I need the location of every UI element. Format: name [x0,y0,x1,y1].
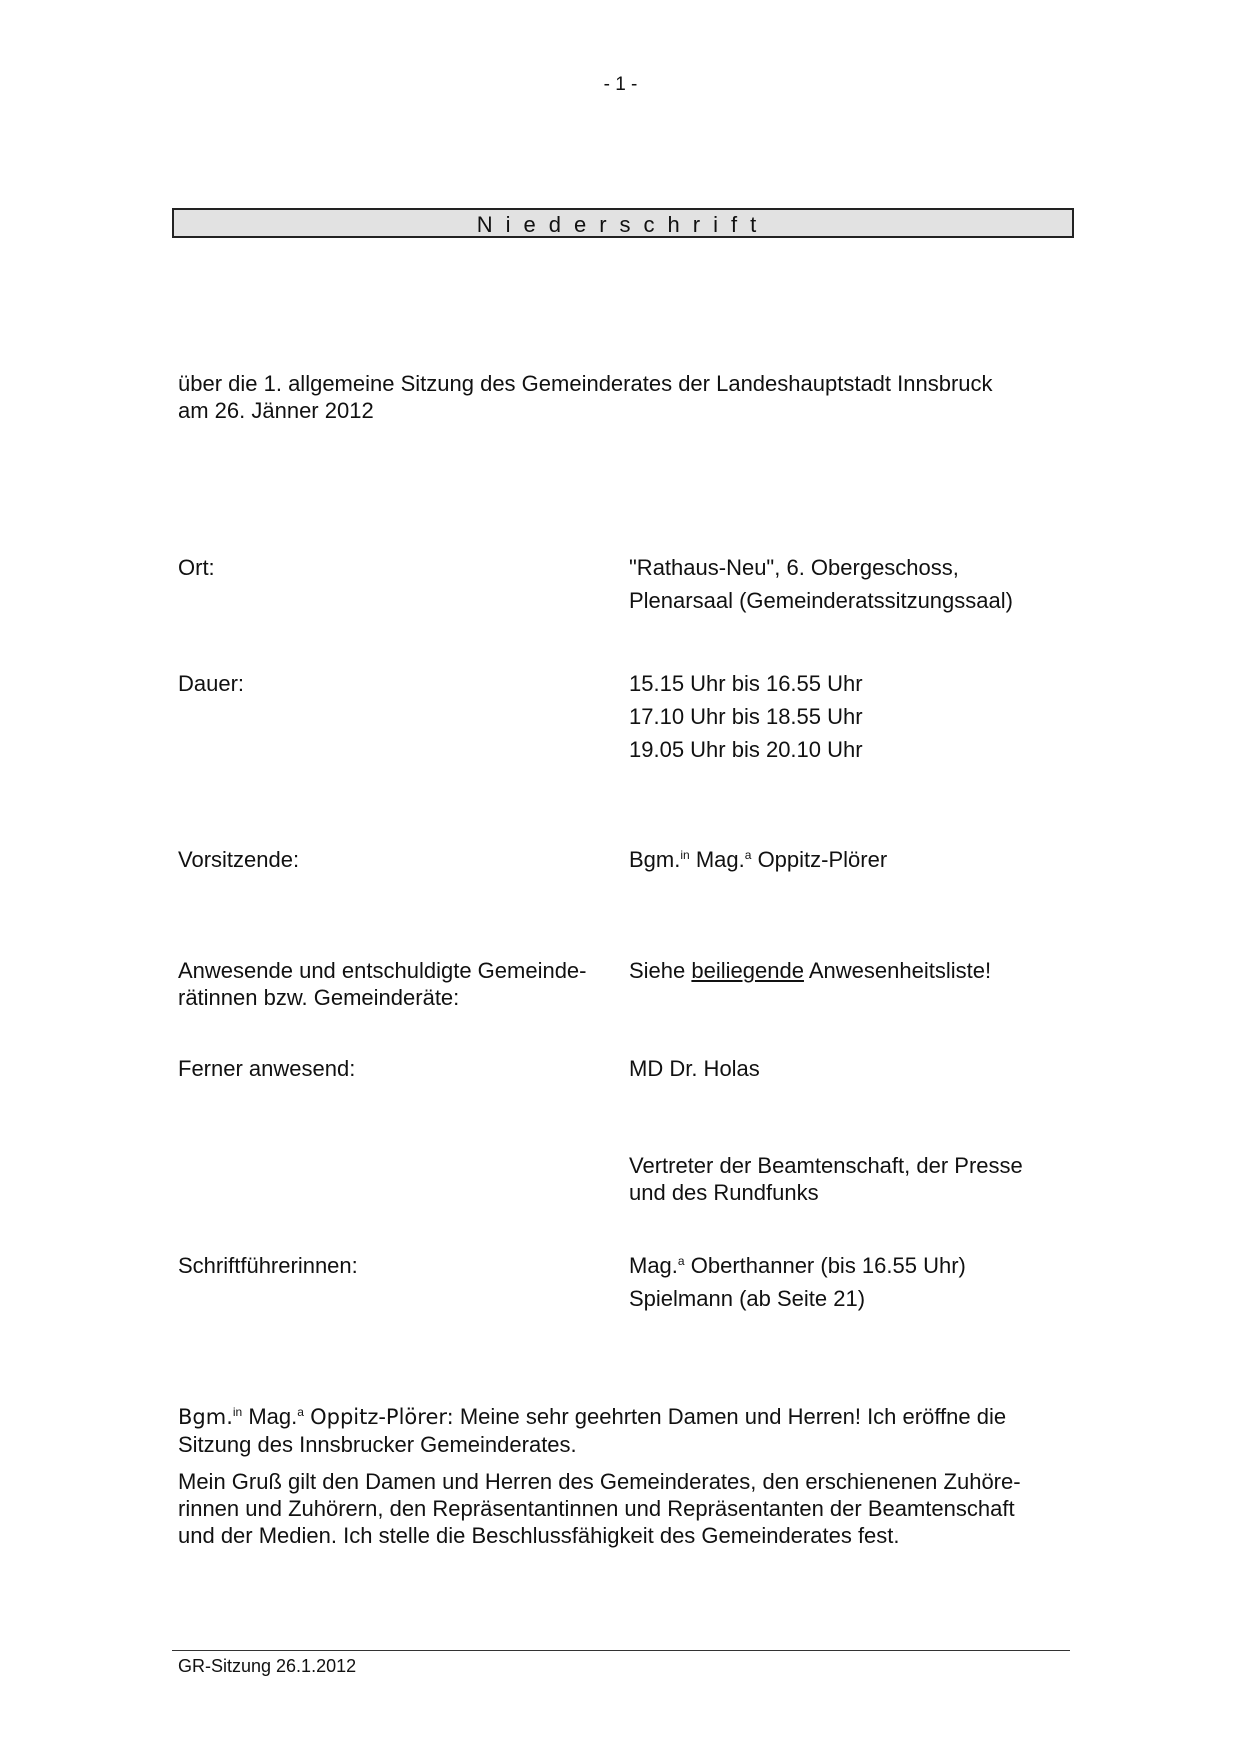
dauer-line-2: 17.10 Uhr bis 18.55 Uhr [629,704,863,729]
dauer-line-3: 19.05 Uhr bis 20.10 Uhr [629,737,863,762]
ort-line-1: "Rathaus-Neu", 6. Obergeschoss, [629,555,959,580]
schrift-value [629,1249,1089,1315]
ferner-value: MD Dr. Holas [629,1056,760,1081]
vorsitz-mag: Mag. [695,847,745,872]
page-number: - 1 - [603,74,638,95]
ferner-extra [629,1152,1089,1206]
speech-p1-rest: Meine sehr geehrten Damen und Herren! Ich eröffne die [459,1404,1007,1429]
ort-line-2: Plenarsaal (Gemeinderatssitzungssaal) [629,588,1013,613]
vorsitz-mag-sup: a [744,848,752,862]
ort-value [629,551,1089,617]
dauer-label: Dauer: [178,671,245,696]
vorsitz-name: Oppitz-Plörer [757,847,888,872]
intro-line-1: über die 1. allgemeine Sitzung des Gemeinderates der Landeshauptstadt Innsbruck [178,371,993,396]
speech-p2-line-2: rinnen und Zuhörern, den Repräsentantinnen und Repräsentanten der Beamtenschaft [178,1496,1015,1521]
speaker-name: Oppitz-Plörer: [310,1405,454,1429]
speaker-bgm: Bgm. [178,1405,233,1429]
anwesende-pre: Siehe [629,958,686,983]
vorsitz-bgm-sup: in [680,848,690,862]
speech-paragraph-1 [178,1403,1068,1458]
anwesende-label-line-1: Anwesende und entschuldigte Gemeinde- [178,958,587,983]
footer-divider [172,1650,1070,1651]
speaker-mag: Mag. [248,1404,298,1429]
document-title: Niederschrift [172,208,1074,238]
anwesende-post: Anwesenheitsliste! [808,958,992,983]
vorsitz-label: Vorsitzende: [178,847,300,872]
schrift-line-1 [629,1249,1089,1282]
speech-p1-line-2: Sitzung des Innsbrucker Gemeinderates. [178,1432,577,1457]
ferner-extra-line-2: und des Rundfunks [629,1180,819,1205]
schrift-mag-sup: a [677,1254,685,1268]
dauer-line-1: 15.15 Uhr bis 16.55 Uhr [629,671,863,696]
vorsitz-bgm: Bgm. [629,847,681,872]
anwesende-label [178,957,618,1011]
speech-p2-line-1: Mein Gruß gilt den Damen und Herren des Gemeinderates, den erschienenen Zuhöre- [178,1469,1021,1494]
intro-line-2: am 26. Jänner 2012 [178,398,374,423]
schrift-line-1-rest: Oberthanner (bis 16.55 Uhr) [690,1253,966,1278]
anwesende-label-line-2: rätinnen bzw. Gemeinderäte: [178,985,460,1010]
footer-text: GR-Sitzung 26.1.2012 [178,1656,357,1676]
ferner-label: Ferner anwesend: [178,1056,356,1081]
dauer-value [629,667,1089,766]
ferner-extra-line-1: Vertreter der Beamtenschaft, der Presse [629,1153,1023,1178]
vorsitz-value [629,846,1089,873]
speech-p2-line-3: und der Medien. Ich stelle die Beschlussfähigkeit des Gemeinderates fest. [178,1523,900,1548]
schrift-mag: Mag. [629,1253,678,1278]
schrift-line-2: Spielmann (ab Seite 21) [629,1286,866,1311]
anwesende-value [629,957,1089,984]
anwesende-underlined: beiliegende [691,958,804,983]
speech-p1-line-1 [178,1403,1068,1431]
speaker-mag-sup: a [297,1405,304,1419]
speech-paragraph-2 [178,1468,1068,1549]
ort-label: Ort: [178,555,215,580]
speaker-bgm-sup: in [232,1405,243,1419]
intro-text [178,370,1058,424]
schrift-label: Schriftführerinnen: [178,1253,358,1278]
